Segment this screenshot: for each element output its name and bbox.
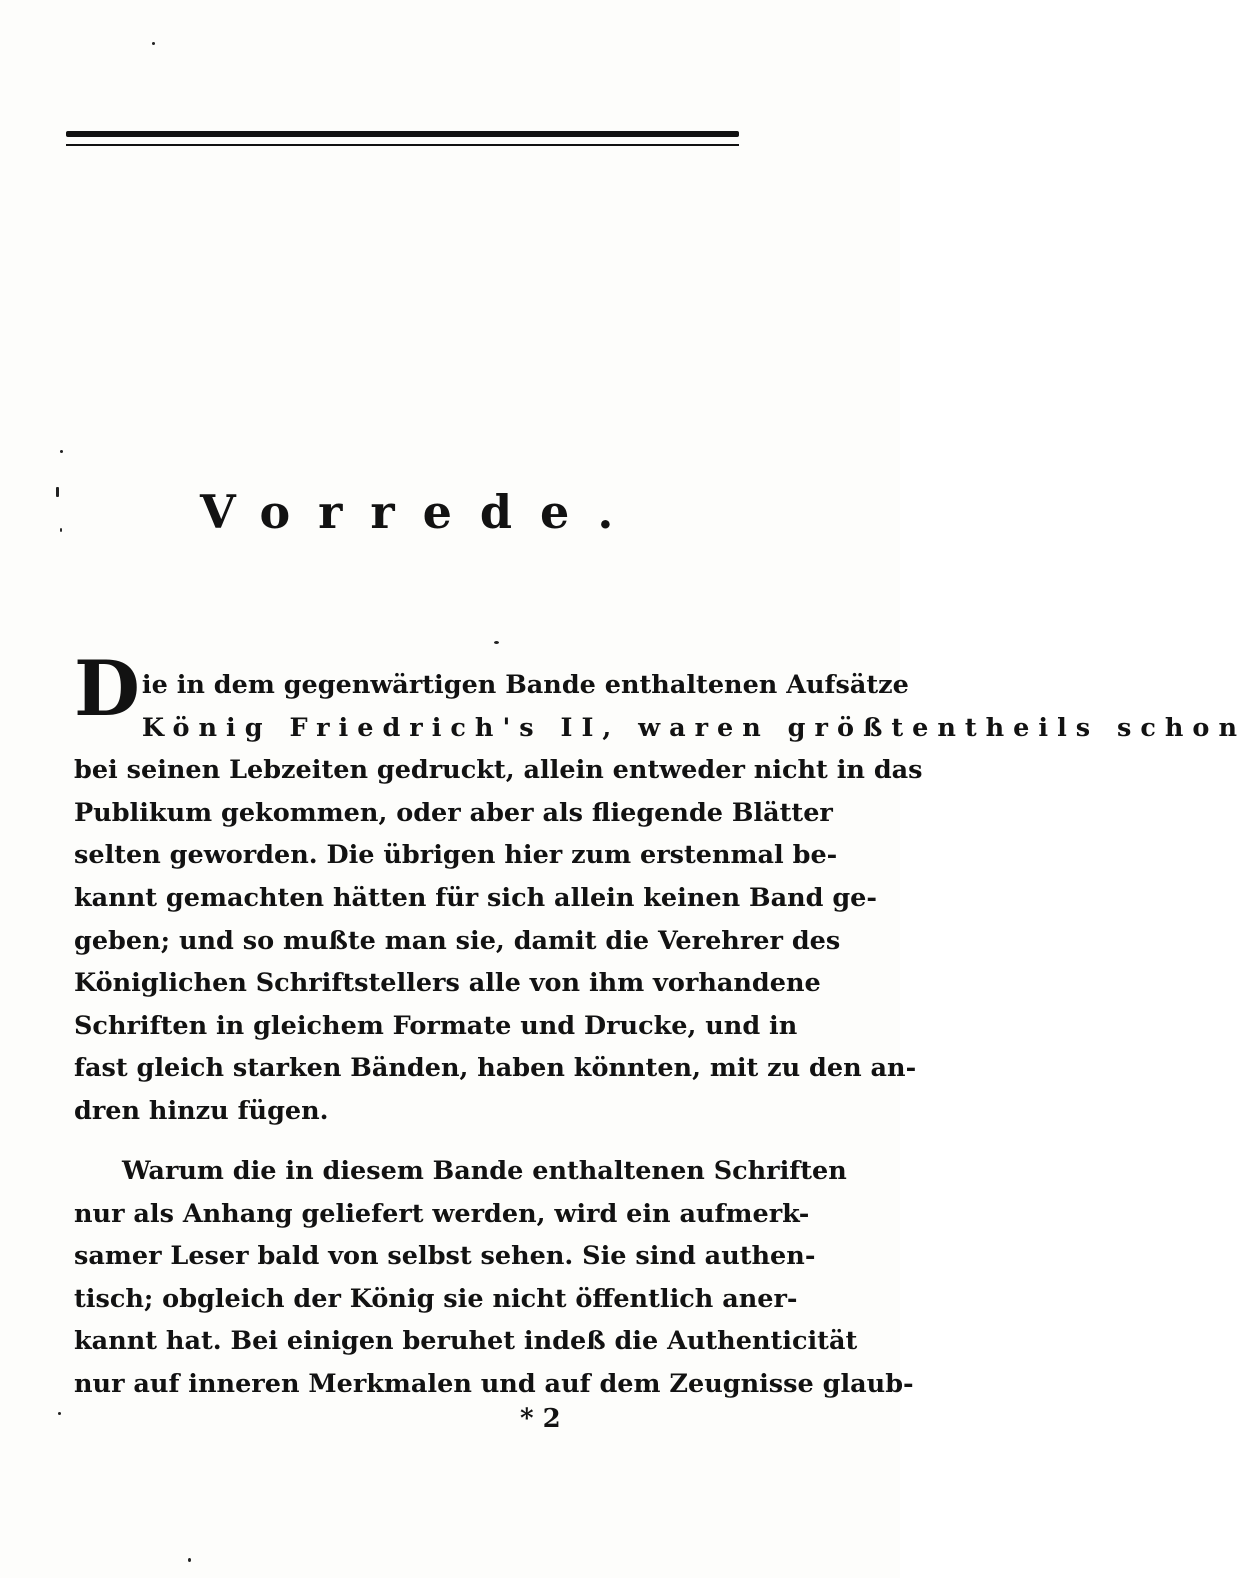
text-line: tisch; obgleich der König sie nicht öffentlich aner- <box>74 1283 798 1314</box>
text-line: Schriften in gleichem Formate und Drucke, und in <box>74 1010 798 1041</box>
signature-mark: * 2 <box>520 1404 561 1434</box>
scan-speck <box>56 487 59 497</box>
text-line: geben; und so mußte man sie, damit die Verehrer des <box>74 925 841 956</box>
scan-speck <box>152 42 155 45</box>
text-line: kannt hat. Bei einigen beruhet indeß die Authenticität <box>74 1326 858 1357</box>
text-line: dren hinzu fügen. <box>74 1095 329 1126</box>
header-rule-thick <box>66 131 739 137</box>
drop-cap: D <box>74 644 140 733</box>
text-line: bei seinen Lebzeiten gedruckt, allein entweder nicht in das <box>74 755 923 786</box>
text-line: Königlichen Schriftstellers alle von ihm vorhandene <box>74 968 821 999</box>
paragraph-1 <box>74 644 1246 1133</box>
scan-speck <box>58 1412 61 1415</box>
text-line: selten geworden. Die übrigen hier zum erstenmal be- <box>74 840 838 871</box>
page-heading: Vorrede. <box>200 485 642 539</box>
scan-speck <box>494 641 499 644</box>
scan-speck <box>60 450 63 453</box>
text-line: kannt gemachten hätten für sich allein keinen Band ge- <box>74 882 877 913</box>
text-line: Publikum gekommen, oder aber als fliegende Blätter <box>74 797 833 828</box>
text-line: fast gleich starken Bänden, haben könnten, mit zu den an- <box>74 1053 917 1084</box>
scan-speck <box>60 528 62 532</box>
header-rule-thin <box>66 144 739 146</box>
text-line: Warum die in diesem Bande enthaltenen Schriften <box>122 1156 847 1186</box>
text-line: nur als Anhang geliefert werden, wird ein aufmerk- <box>74 1198 810 1229</box>
text-line: ie in dem gegenwärtigen Bande enthaltenen Aufsätze <box>141 670 909 700</box>
text-line: samer Leser bald von selbst sehen. Sie sind authen- <box>74 1241 816 1272</box>
scan-speck <box>188 1558 191 1562</box>
text-line: König Friedrich's II, waren größtentheils schon <box>141 712 1246 743</box>
text-line: nur auf inneren Merkmalen und auf dem Zeugnisse glaub- <box>74 1368 914 1399</box>
paragraph-2 <box>74 1150 914 1406</box>
